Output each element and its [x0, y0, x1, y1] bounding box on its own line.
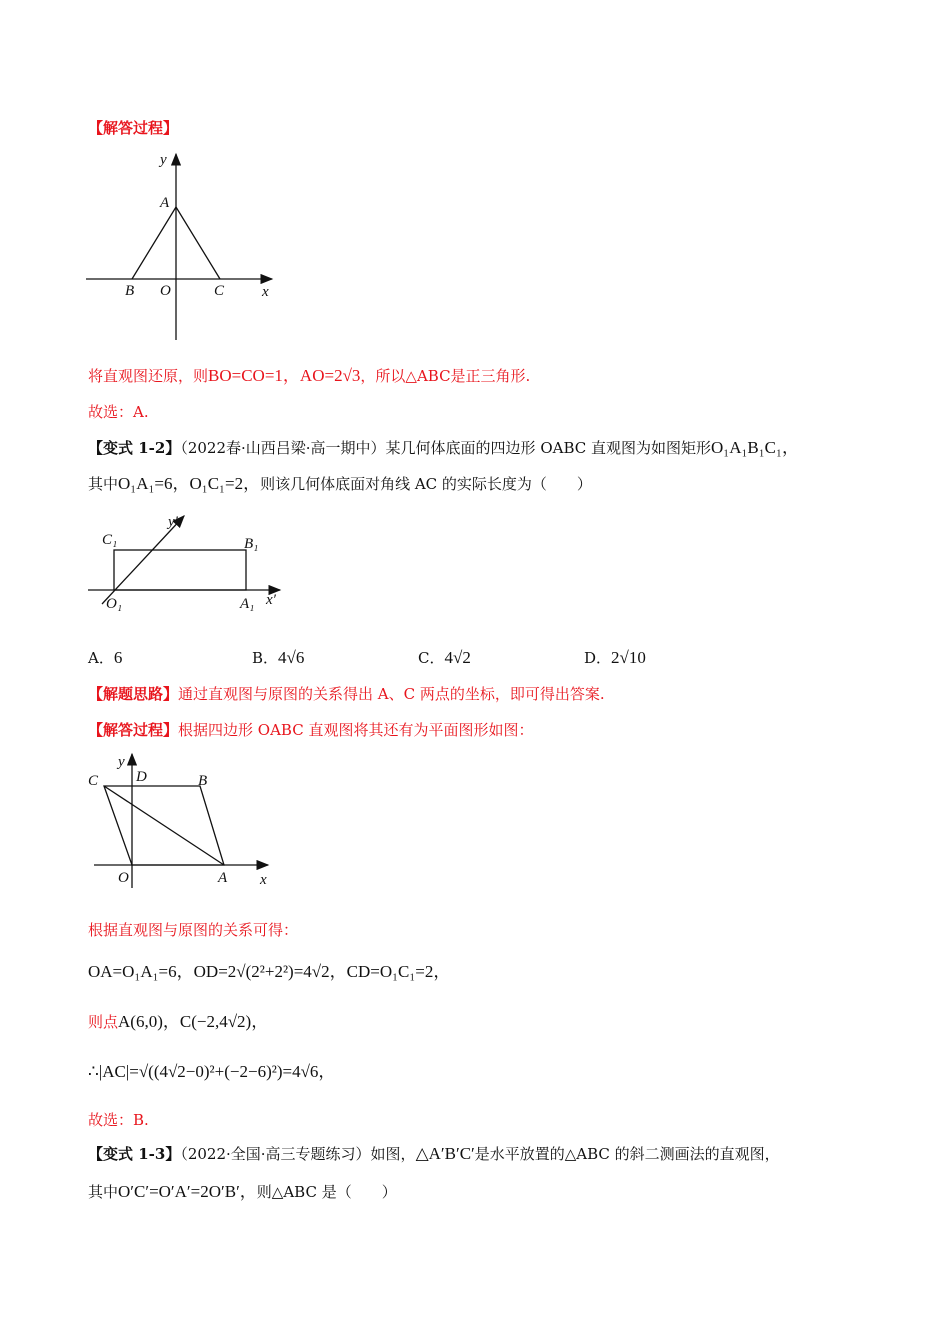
label-o: O: [160, 283, 171, 299]
variant-1-2-stem-line1: 【变式 1-2】（2022春·山西吕梁·高一期中）某几何体底面的四边形 OABC 直观图为如图矩形O₁A₁B₁C₁，: [88, 438, 799, 457]
solution-heading: 【解答过程】: [88, 119, 179, 137]
choice-d[interactable]: D．2√10: [584, 648, 646, 667]
label-y-prime: y′: [168, 514, 178, 530]
answer-1: 故选：A.: [88, 403, 149, 421]
restore-line: 将直观图还原，则BO=CO=1，AO=2√3，所以△ABC是正三角形.: [88, 366, 531, 385]
ac-length-line: ∴|AC|=√((4√2−0)²+(−2−6)²)=4√6，: [88, 1062, 336, 1081]
triangle-axes-figure: [84, 148, 284, 344]
label-b-2: B: [198, 773, 208, 789]
answer-2: 故选：B.: [88, 1111, 149, 1129]
label-c1: C₁: [102, 532, 118, 548]
label-x-2: x: [260, 872, 267, 888]
points-line: 则点A(6,0)，C(−2,4√2)，: [88, 1012, 269, 1031]
label-x: x: [262, 284, 269, 300]
restore-math: BO=CO=1，AO=2√3: [208, 366, 361, 385]
diagonal-ac: [104, 786, 224, 865]
label-y-2: y: [118, 754, 125, 770]
choice-a[interactable]: A．6: [88, 648, 123, 667]
label-c-2: C: [88, 773, 99, 789]
label-o1: O₁: [106, 596, 123, 612]
label-a-2: A: [218, 870, 228, 886]
rectangle-direct-view-figure: [84, 510, 294, 620]
label-d-2: D: [136, 769, 147, 785]
label-c: C: [214, 283, 225, 299]
variant-1-3-stem-line1: 【变式 1-3】（2022·全国·高三专题练习）如图，△A′B′C′是水平放置的△ABC 的斜二测画法的直观图，: [88, 1144, 780, 1163]
label-a1: A₁: [240, 596, 255, 612]
relation-line: 根据直观图与原图的关系可得：: [88, 921, 299, 939]
label-x-prime: x′: [266, 592, 276, 608]
parallelogram-figure: [84, 748, 284, 892]
equation-line: OA=O₁A₁=6，OD=2√(2²+2²)=4√2，CD=O₁C₁=2，: [88, 962, 451, 981]
label-y: y: [160, 152, 167, 168]
label-o-2: O: [118, 870, 129, 886]
solution-process: 【解答过程】根据四边形 OABC 直观图将其还有为平面图形如图：: [88, 721, 534, 739]
choice-b[interactable]: B．4√6: [252, 648, 305, 667]
label-b1: B₁: [244, 536, 259, 552]
solution-idea: 【解题思路】通过直观图与原图的关系得出 A、C 两点的坐标，即可得出答案.: [88, 685, 605, 703]
variant-1-2-stem-line2: 其中O₁A₁=6，O₁C₁=2，则该几何体底面对角线 AC 的实际长度为（ ）: [88, 474, 592, 493]
variant-1-3-stem-line2: 其中O′C′=O′A′=2O′B′，则△ABC 是（ ）: [88, 1182, 397, 1201]
choice-c[interactable]: C．4√2: [418, 648, 471, 667]
label-a: A: [160, 195, 170, 211]
label-b: B: [125, 283, 135, 299]
